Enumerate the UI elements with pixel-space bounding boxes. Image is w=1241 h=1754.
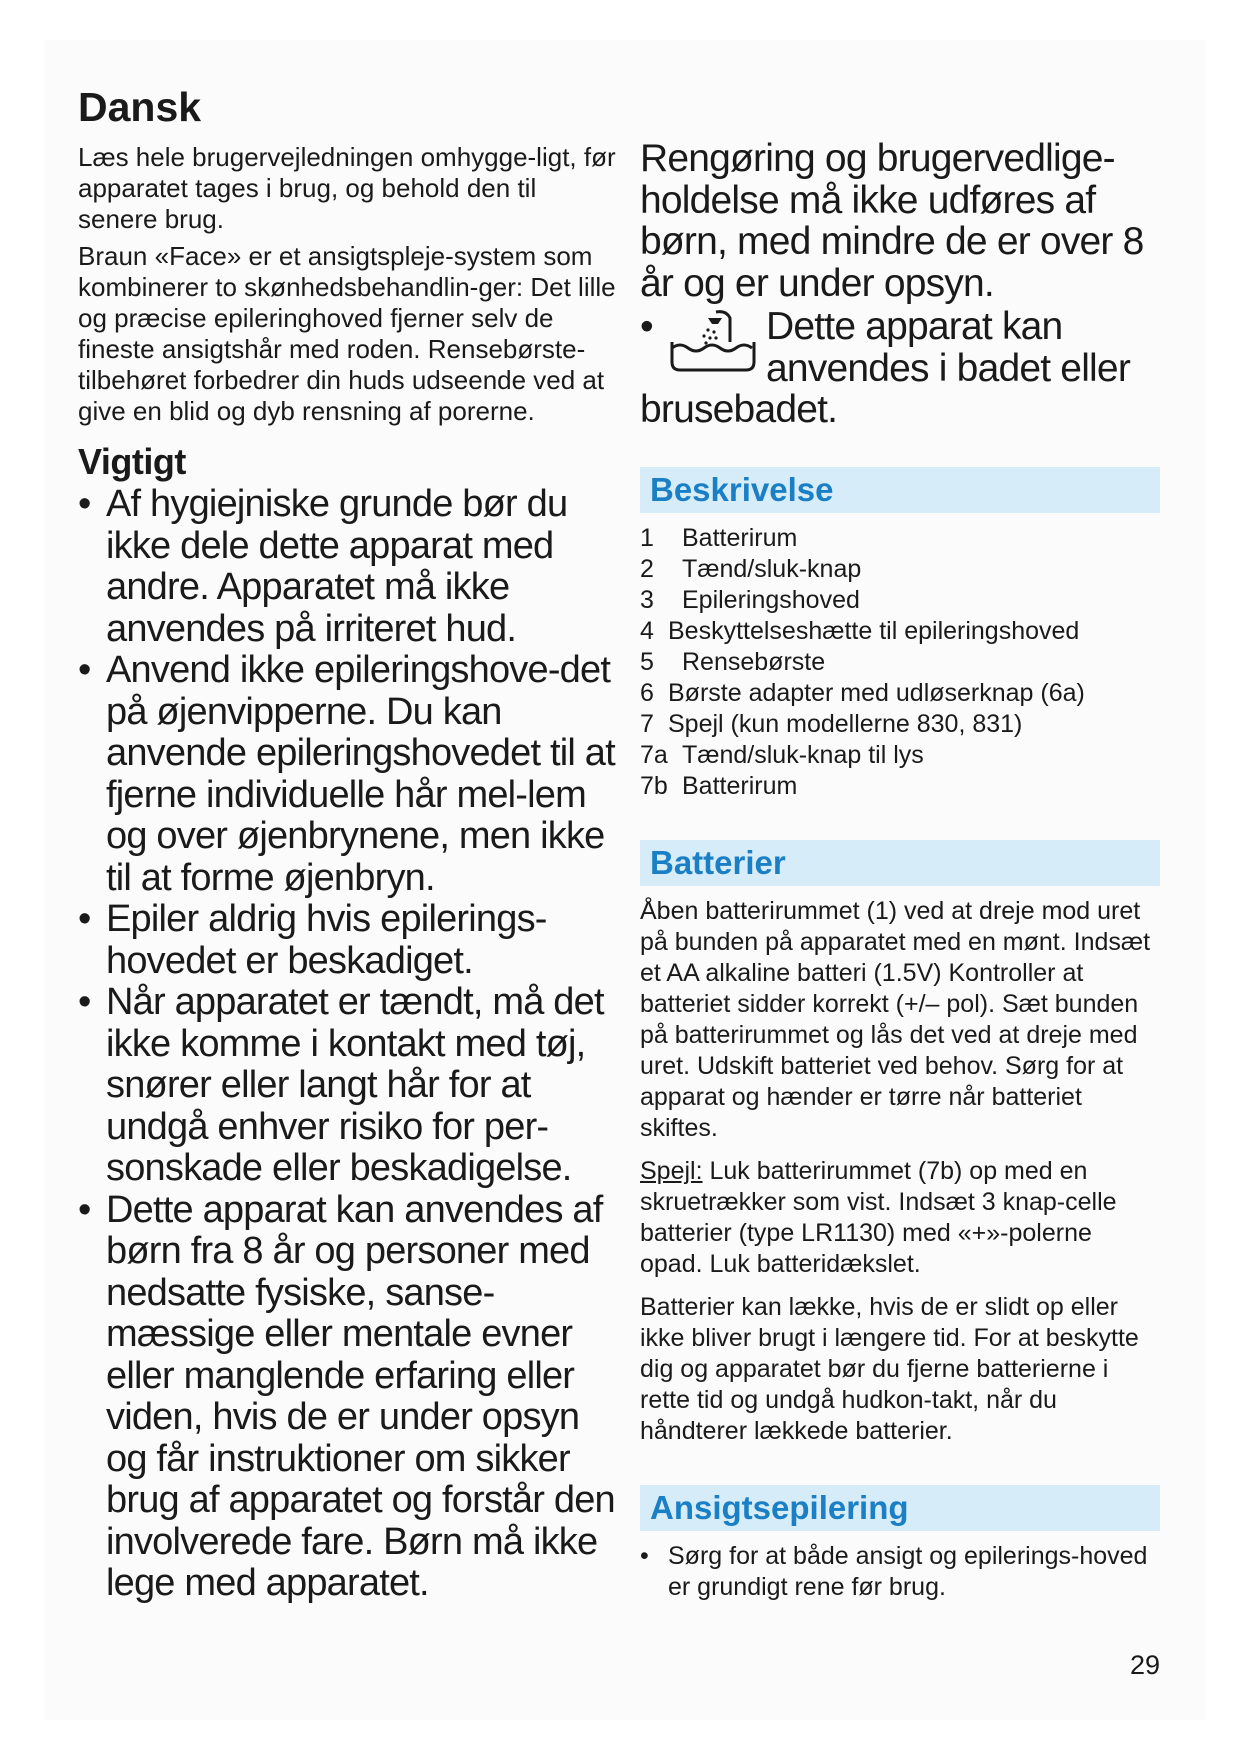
parts-item — [640, 616, 1160, 647]
epilation-bullet: • Sørg for at både ansigt og epilerings-hoved er grundigt rene før brug. — [640, 1541, 1160, 1603]
parts-item-number: 7 — [640, 709, 654, 738]
parts-item-label: Tænd/sluk-knap til lys — [682, 740, 924, 769]
parts-list — [640, 523, 1160, 802]
batteries-paragraph-1: Åben batterirummet (1) ved at dreje mod uret på bunden på apparatet med en mønt. Indsæt et AA alkaline batteri (1.5V) Kontroller at batteriet sidder korrekt (+/– pol). Sæt bunden på batterirummet og lås det ved at dreje med uret. Udskift batteriet ved behov. Sørg for at apparat og hænder er tørre når batteriet skiftes. — [640, 896, 1151, 1142]
parts-item — [640, 771, 1160, 802]
important-list — [78, 484, 618, 1605]
mirror-label: Spejl: — [640, 1156, 703, 1185]
parts-item-number: 2 — [640, 554, 654, 583]
important-item: • Anvend ikke epileringshove-det på øjenvipperne. Du kan anvende epileringshovedet til at fjerne individuelle hår mel-lem og over øjenbrynene, men ikke til at forme øjenbryn. — [78, 650, 618, 899]
parts-item-label: Batterirum — [682, 523, 798, 552]
parts-item-number: 6 — [640, 678, 654, 707]
parts-item — [640, 585, 1160, 616]
batteries-heading: Batterier — [640, 840, 1160, 886]
parts-item-label: Epileringshoved — [682, 585, 860, 614]
bullet-dot: • — [640, 305, 653, 348]
parts-item — [640, 709, 1160, 740]
parts-item-label: Beskyttelseshætte til epileringshoved — [668, 616, 1080, 645]
parts-item-label: Rensebørste — [682, 647, 826, 676]
batteries-paragraph-2 — [640, 1156, 1160, 1280]
parts-item-number: 3 — [640, 585, 654, 614]
parts-item-number: 7b — [640, 771, 668, 800]
parts-item — [640, 523, 1160, 554]
description-heading: Beskrivelse — [640, 467, 1160, 513]
parts-item-label: Spejl (kun modellerne 830, 831) — [668, 709, 1023, 738]
parts-item-label: Batterirum — [682, 771, 798, 800]
important-item: • Epiler aldrig hvis epilerings-hovedet er beskadiget. — [78, 899, 618, 982]
bath-usage-note — [640, 306, 1160, 389]
batteries-paragraph-3: Batterier kan lække, hvis de er slidt op eller ikke bliver brugt i længere tid. For at beskytte dig og apparatet bør du fjerne batterierne i rette tid og undgå hudkon-takt, når du håndterer lækkede batterier. — [640, 1292, 1139, 1445]
right-column — [640, 138, 1160, 1603]
cleaning-warning: Rengøring og brugervedlige-holdelse må ikke udføres af børn, med mindre de er over 8 år og er under opsyn. — [640, 137, 1144, 305]
mirror-text: Luk batterirummet (7b) op med en skruetrækker som vist. Indsæt 3 knap-celle batterier (type LR1130) med «+»-polerne opad. Luk batteridækslet. — [640, 1156, 1117, 1278]
parts-item — [640, 554, 1160, 585]
intro-paragraph-1: Læs hele brugervejledningen omhygge-ligt, før apparatet tages i brug, og behold den til senere brug. — [78, 142, 616, 235]
parts-item-number: 7a — [640, 740, 668, 769]
parts-item — [640, 740, 1160, 771]
bath-text-b: brusebadet. — [640, 388, 838, 431]
bath-shower-icon — [668, 308, 758, 374]
important-item: • Når apparatet er tændt, må det ikke komme i kontakt med tøj, snører eller langt hår for at undgå enhver risiko for per-sonskade eller beskadigelse. — [78, 982, 618, 1190]
parts-item-number: 5 — [640, 647, 654, 676]
important-item: • Dette apparat kan anvendes af børn fra 8 år og personer med nedsatte fysiske, sanse-mæssige eller mentale evner eller manglende erfaring eller viden, hvis de er under opsyn og får instruktioner om sikker brug af apparatet og forstår den involverede fare. Børn må ikke lege med apparatet. — [78, 1190, 618, 1605]
page-number: 29 — [1130, 1650, 1161, 1680]
epilation-heading: Ansigtsepilering — [640, 1485, 1160, 1531]
left-column — [78, 85, 618, 1605]
parts-item-label: Tænd/sluk-knap — [682, 554, 862, 583]
language-title: Dansk — [78, 84, 202, 130]
parts-item-number: 4 — [640, 616, 654, 645]
bath-text-a: Dette apparat kan anvendes i badet eller — [766, 305, 1131, 390]
parts-item — [640, 678, 1160, 709]
intro-paragraph-2: Braun «Face» er et ansigtspleje-system som kombinerer to skønhedsbehandlin-ger: Det lille og præcise epileringhoved fjerner selv de fineste ansigtshår med roden. Rensebørste-tilbehøret forbedrer din huds udseende ved at give en blid og dyb rensning af porerne. — [78, 241, 616, 427]
parts-item-number: 1 — [640, 523, 654, 552]
important-heading: Vigtigt — [78, 441, 186, 483]
important-item: • Af hygiejniske grunde bør du ikke dele dette apparat med andre. Apparatet må ikke anvendes på irriteret hud. — [78, 484, 618, 650]
parts-item-label: Børste adapter med udløserknap (6a) — [668, 678, 1085, 707]
parts-item — [640, 647, 1160, 678]
